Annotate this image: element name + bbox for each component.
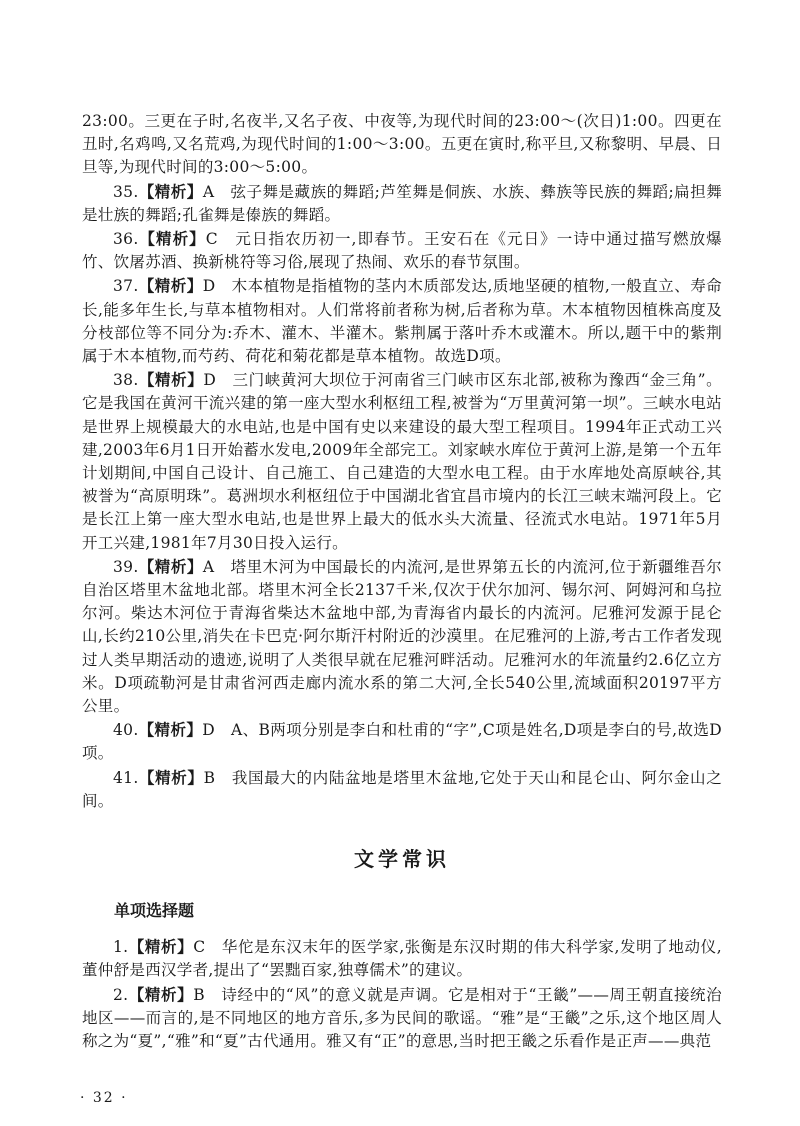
item-text: 我国最大的内陆盆地是塔里木盆地,它处于天山和昆仑山、阿尔金山之间。 xyxy=(82,768,722,810)
item-text: 元日指农历初一,即春节。王安石在《元日》一诗中通过描写燃放爆竹、饮屠苏酒、换新桃符等习俗,展现了热闹、欢乐的春节氛围。 xyxy=(82,230,722,272)
subheading: 单项选择题 xyxy=(114,901,195,921)
page-content xyxy=(82,110,722,1053)
item-text: 弦子舞是藏族的舞蹈;芦笙舞是侗族、水族、彝族等民族的舞蹈;扁担舞是壮族的舞蹈;孔雀舞是傣族的舞蹈。 xyxy=(82,182,723,224)
item-text: 华佗是东汉末年的医学家,张衡是东汉时期的伟大科学家,发明了地动仪,董仲舒是西汉学者,提出了“罢黜百家,独尊儒术”的建议。 xyxy=(82,938,722,980)
analysis-tag: 【精析】 xyxy=(128,984,194,1004)
analysis-tag: 【精析】 xyxy=(138,720,203,740)
item-number: 35. xyxy=(113,182,139,201)
answer-letter: D xyxy=(203,371,217,390)
section-title: 文学常识 xyxy=(354,847,450,872)
answer-letter: D xyxy=(202,721,215,740)
answer-item xyxy=(82,227,722,274)
item-text: 木本植物是指植物的茎内木质部发达,质地坚硬的植物,一般直立、寿命长,能多年生长,与草本植物相对。人们常将前者称为树,后者称为草。木本植物因植株高度及分枝部位等不同分为:乔木、灌木、半灌木。紫荆属于落叶乔木或灌木。所以,题干中的紫荆属于木本植物,而芍药、荷花和菊花都是草本植物。故选D项。 xyxy=(82,277,722,366)
answer-letter: D xyxy=(202,277,216,296)
item-number: 39. xyxy=(113,557,139,576)
item-number: 1. xyxy=(113,938,129,957)
answer-letter: B xyxy=(203,768,216,787)
answer-item xyxy=(82,983,722,1054)
answer-list-literature xyxy=(82,935,722,1053)
item-number: 40. xyxy=(113,721,139,740)
answer-letter: C xyxy=(205,230,218,249)
item-text: 塔里木河为中国最长的内流河,是世界第五长的内流河,位于新疆维吾尔自治区塔里木盆地北部。塔里木河全长2137千米,仅次于伏尔加河、锡尔河、阿姆河和乌拉尔河。柴达木河位于青海省柴达木盆地中部,为青海省内最长的内流河。尼雅河发源于昆仑山,长约210公里,消失在卡巴克·阿尔斯汗村附近的沙漠里。在尼雅河的上游,考古工作者发现过人类早期活动的遗迹,说明了人类很早就在尼雅河畔活动。尼雅河水的年流量约2.6亿立方米。D项疏勒河是甘肃省河西走廊内流水系的第二大河,全长540公里,流域面积20197平方公里。 xyxy=(82,557,722,716)
item-number: 36. xyxy=(113,230,139,249)
analysis-tag: 【精析】 xyxy=(138,181,203,201)
continuation-paragraph: 23:00。三更在子时,名夜半,又名子夜、中夜等,为现代时间的23:00～(次日)1:00。四更在丑时,名鸡鸣,又名荒鸡,为现代时间的1:00～3:00。五更在寅时,称平旦,又称黎明、早晨、日旦等,为现代时间的3:00～5:00。 xyxy=(82,112,722,177)
answer-item xyxy=(82,368,722,555)
analysis-tag: 【精析】 xyxy=(138,370,204,390)
analysis-tag: 【精析】 xyxy=(138,556,203,576)
item-number: 41. xyxy=(113,768,139,787)
answer-item xyxy=(82,935,722,982)
answer-letter: B xyxy=(193,985,205,1004)
answer-item xyxy=(82,555,722,718)
item-number: 2. xyxy=(113,985,129,1004)
answer-letter: A xyxy=(202,182,215,201)
answer-item xyxy=(82,180,722,227)
answer-letter: C xyxy=(193,938,206,957)
analysis-tag: 【精析】 xyxy=(138,276,203,296)
analysis-tag: 【精析】 xyxy=(138,229,206,249)
answer-list xyxy=(82,180,722,813)
answer-item xyxy=(82,718,722,765)
item-text: 诗经中的“风”的意义就是声调。它是相对于“王畿”——周王朝直接统治地区——而言的,是不同地区的地方音乐,多为民间的歌谣。“雅”是“王畿”之乐,这个地区周人称之为“夏”,“雅”和“夏”古代通用。雅又有“正”的意思,当时把王畿之乐看作是正声——典范 xyxy=(82,985,722,1050)
item-number: 37. xyxy=(113,277,139,296)
answer-letter: A xyxy=(202,557,215,576)
analysis-tag: 【精析】 xyxy=(128,937,194,957)
answer-item xyxy=(82,766,722,813)
page-number: · 32 · xyxy=(80,1090,128,1106)
item-text: A、B两项分别是李白和杜甫的“字”,C项是姓名,D项是李白的号,故选D项。 xyxy=(82,721,722,763)
item-text: 三门峡黄河大坝位于河南省三门峡市区东北部,被称为豫西“金三角”。它是我国在黄河干流兴建的第一座大型水利枢纽工程,被誉为“万里黄河第一坝”。三峡水电站是世界上规模最大的水电站,也是中国有史以来建设的最大型工程项目。1994年正式动工兴建,2003年6月1日开始蓄水发电,2009年全部完工。刘家峡水库位于黄河上游,是第一个五年计划期间,中国自己设计、自己施工、自己建造的大型水电工程。由于水库地处高原峡谷,其被誉为“高原明珠”。葛洲坝水利枢纽位于中国湖北省宜昌市境内的长江三峡末端河段上。它是长江上第一座大型水电站,也是世界上最大的低水头大流量、径流式水电站。1971年5月开工兴建,1981年7月30日投入运行。 xyxy=(82,371,722,552)
answer-item xyxy=(82,274,722,368)
analysis-tag: 【精析】 xyxy=(138,767,204,787)
item-number: 38. xyxy=(113,371,139,390)
